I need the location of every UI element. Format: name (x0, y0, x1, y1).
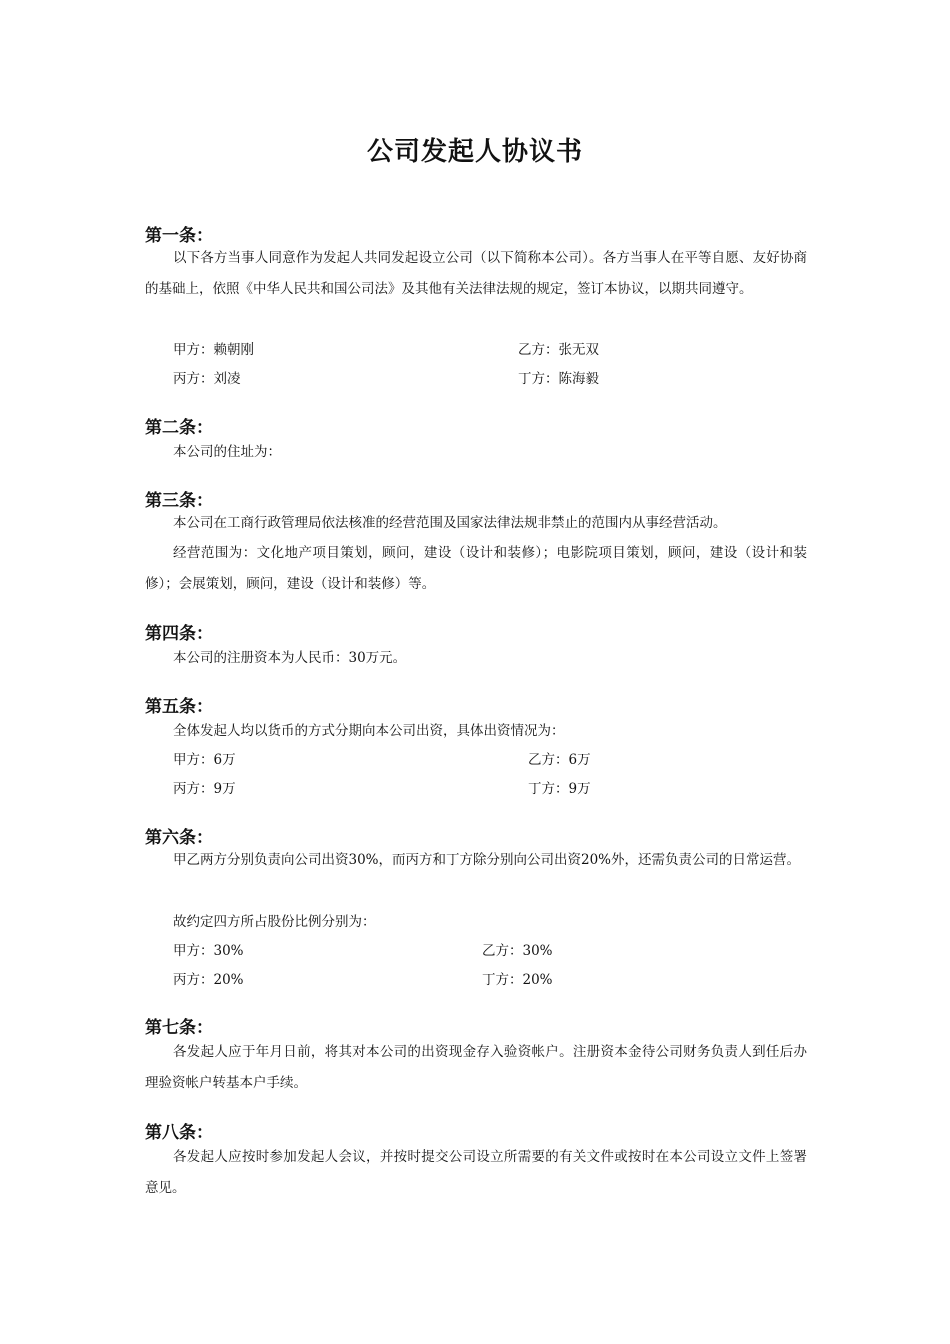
party-ding: 丁方：陈海毅 (518, 371, 599, 387)
share-ding: 丁方：20% (482, 972, 553, 988)
contribution-ding: 丁方：9万 (528, 781, 591, 797)
article-8-heading: 第八条： (145, 1123, 213, 1143)
contribution-bing: 丙方：9万 (173, 781, 236, 797)
article-1-paragraph: 以下各方当事人同意作为发起人共同发起设立公司（以下简称本公司）。各方当事人在平等自愿、友好协商的基础上，依照《中华人民共和国公司法》及其他有关法律法规的规定，签订本协议，以期共同遵守。 (145, 250, 807, 297)
article-6-heading: 第六条： (145, 828, 213, 848)
article-3-paragraph-2: 经营范围为：文化地产项目策划，顾问，建设（设计和装修）；电影院项目策划，顾问，建设（设计和装修）；会展策划，顾问，建设（设计和装修）等。 (145, 545, 807, 592)
party-jia: 甲方：赖朝刚 (173, 342, 254, 358)
article-6-paragraph-1: 甲乙两方分别负责向公司出资30%，而丙方和丁方除分别向公司出资20%外，还需负责公司的日常运营。 (173, 852, 801, 868)
contribution-yi: 乙方：6万 (528, 752, 591, 768)
article-7-paragraph: 各发起人应于年月日前，将其对本公司的出资现金存入验资帐户。注册资本金待公司财务负责人到任后办理验资帐户转基本户手续。 (145, 1044, 807, 1091)
article-5-paragraph: 全体发起人均以货币的方式分期向本公司出资，具体出资情况为： (173, 723, 565, 739)
article-6-paragraph-2: 故约定四方所占股份比例分别为： (173, 914, 376, 930)
article-7-heading: 第七条： (145, 1018, 213, 1038)
share-bing: 丙方：20% (173, 972, 244, 988)
article-5-heading: 第五条： (145, 697, 213, 717)
article-8-paragraph: 各发起人应按时参加发起人会议，并按时提交公司设立所需要的有关文件或按时在本公司设立文件上签署意见。 (145, 1149, 807, 1196)
document-title: 公司发起人协议书 (366, 137, 583, 167)
article-1-heading: 第一条： (145, 226, 213, 246)
article-2-paragraph: 本公司的住址为： (173, 444, 281, 460)
article-4-paragraph: 本公司的注册资本为人民币：30万元。 (173, 650, 407, 666)
party-bing: 丙方：刘凌 (173, 371, 241, 387)
contribution-jia: 甲方：6万 (173, 752, 236, 768)
article-2-heading: 第二条： (145, 418, 213, 438)
party-yi: 乙方：张无双 (518, 342, 599, 358)
article-3-heading: 第三条： (145, 491, 213, 511)
article-3-paragraph-1: 本公司在工商行政管理局依法核准的经营范围及国家法律法规非禁止的范围内从事经营活动。 (173, 515, 727, 531)
share-jia: 甲方：30% (173, 943, 244, 959)
article-4-heading: 第四条： (145, 624, 213, 644)
share-yi: 乙方：30% (482, 943, 553, 959)
